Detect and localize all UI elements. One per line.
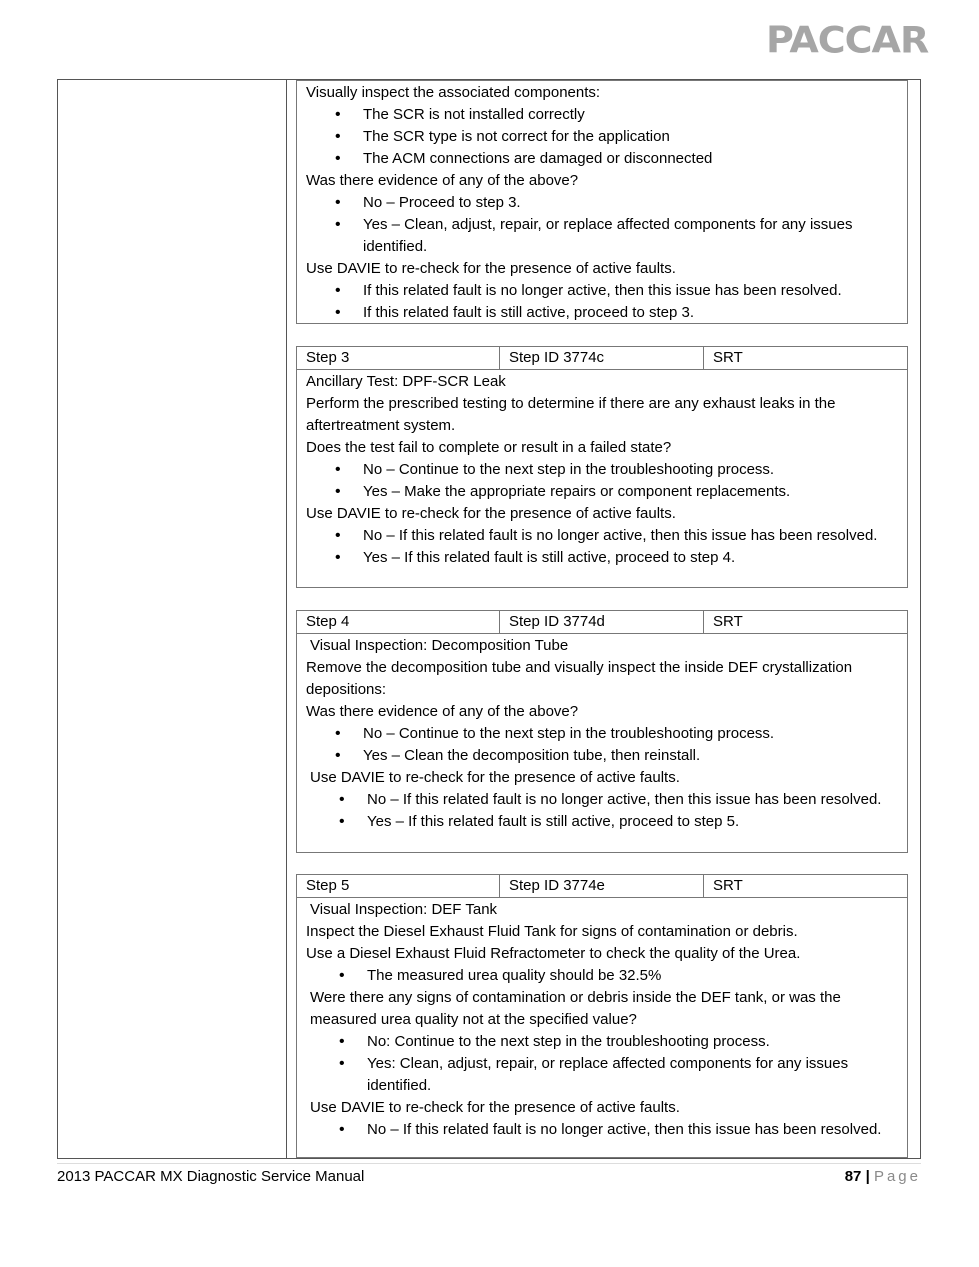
question-line: Does the test fail to complete or result in a failed state? (306, 439, 672, 456)
question-line: Was there evidence of any of the above? (306, 703, 579, 720)
list-item: • No – Continue to the next step in the troubleshooting process. (306, 723, 907, 745)
step-description: Perform the prescribed testing to determine if there are any exhaust leaks in the aftertreatment system. (306, 395, 836, 434)
answer-list (306, 723, 907, 767)
srt-cell: SRT (713, 877, 743, 894)
page-num: 87 (844, 1168, 862, 1185)
step-id: Step ID 3774d (500, 611, 704, 633)
list-item: • Yes – Clean the decomposition tube, then reinstall. (306, 745, 907, 767)
page-number (845, 1168, 921, 1185)
list-item: • The measured urea quality should be 32.5% (306, 965, 907, 987)
list-item: • The ACM connections are damaged or disconnected (306, 148, 907, 170)
result-list (306, 525, 907, 569)
step4-table (296, 610, 908, 853)
list-item: • Yes – If this related fault is still active, proceed to step 5. (306, 811, 907, 833)
step-id: Step ID 3774e (500, 875, 704, 897)
step-description: Remove the decomposition tube and visually inspect the inside DEF crystallization depositions: (306, 659, 853, 698)
srt-cell: SRT (713, 349, 743, 366)
list-item: • No – If this related fault is no longer active, then this issue has been resolved. (306, 1119, 907, 1141)
list-item: • Yes – Clean, adjust, repair, or replace affected components for any issues identified. (306, 214, 907, 258)
list-item: • No – If this related fault is no longer active, then this issue has been resolved. (306, 525, 907, 547)
component-list (306, 104, 907, 170)
step5-table (296, 874, 908, 1158)
recheck-line: Use DAVIE to re-check for the presence of active faults. (310, 1099, 680, 1116)
page-word: Page (873, 1168, 921, 1185)
column-divider (286, 79, 287, 1159)
recheck-line: Use DAVIE to re-check for the presence of active faults. (310, 769, 680, 786)
step2-continuation (296, 80, 908, 324)
list-item: • No: Continue to the next step in the troubleshooting process. (306, 1031, 907, 1053)
recheck-line: Use DAVIE to re-check for the presence of active faults. (306, 260, 676, 277)
step3-table (296, 346, 908, 588)
step-title: Ancillary Test: DPF-SCR Leak (306, 373, 506, 390)
paccar-logo: PACCAR (766, 19, 929, 61)
step-header-row (297, 347, 907, 370)
question-line: Were there any signs of contamination or debris inside the DEF tank, or was the measured urea quality not at the specified value? (310, 989, 841, 1028)
answer-list (306, 459, 907, 503)
page-separator: | (865, 1168, 870, 1185)
step-number: Step 4 (297, 611, 500, 633)
recheck-line: Use DAVIE to re-check for the presence of active faults. (306, 505, 676, 522)
step-description: Use a Diesel Exhaust Fluid Refractometer to check the quality of the Urea. (306, 945, 801, 962)
step-description: Inspect the Diesel Exhaust Fluid Tank for signs of contamination or debris. (306, 923, 798, 940)
srt-cell: SRT (713, 613, 743, 630)
answer-list (306, 192, 907, 258)
list-item: • The SCR is not installed correctly (306, 104, 907, 126)
answer-list (306, 1031, 907, 1097)
step-title: Visual Inspection: DEF Tank (310, 901, 498, 918)
list-item: • No – If this related fault is no longer active, then this issue has been resolved. (306, 789, 907, 811)
step-number: Step 5 (297, 875, 500, 897)
list-item: • Yes: Clean, adjust, repair, or replace affected components for any issues identified. (306, 1053, 907, 1097)
step-id: Step ID 3774c (500, 347, 704, 369)
intro-line: Visually inspect the associated components: (306, 84, 601, 101)
list-item: • No – Continue to the next step in the troubleshooting process. (306, 459, 907, 481)
spec-list (306, 965, 907, 987)
result-list (306, 1119, 907, 1141)
list-item: • If this related fault is still active, proceed to step 3. (306, 302, 907, 324)
list-item: • The SCR type is not correct for the application (306, 126, 907, 148)
manual-title: 2013 PACCAR MX Diagnostic Service Manual (57, 1168, 365, 1185)
step-header-row (297, 611, 907, 634)
step-header-row (297, 875, 907, 898)
result-list (306, 280, 907, 324)
step-number: Step 3 (297, 347, 500, 369)
result-list (306, 789, 907, 833)
list-item: • No – Proceed to step 3. (306, 192, 907, 214)
list-item: • Yes – If this related fault is still active, proceed to step 4. (306, 547, 907, 569)
list-item: • If this related fault is no longer active, then this issue has been resolved. (306, 280, 907, 302)
question-line: Was there evidence of any of the above? (306, 172, 579, 189)
step-title: Visual Inspection: Decomposition Tube (310, 637, 569, 654)
list-item: • Yes – Make the appropriate repairs or component replacements. (306, 481, 907, 503)
footer-rule (57, 1163, 921, 1164)
